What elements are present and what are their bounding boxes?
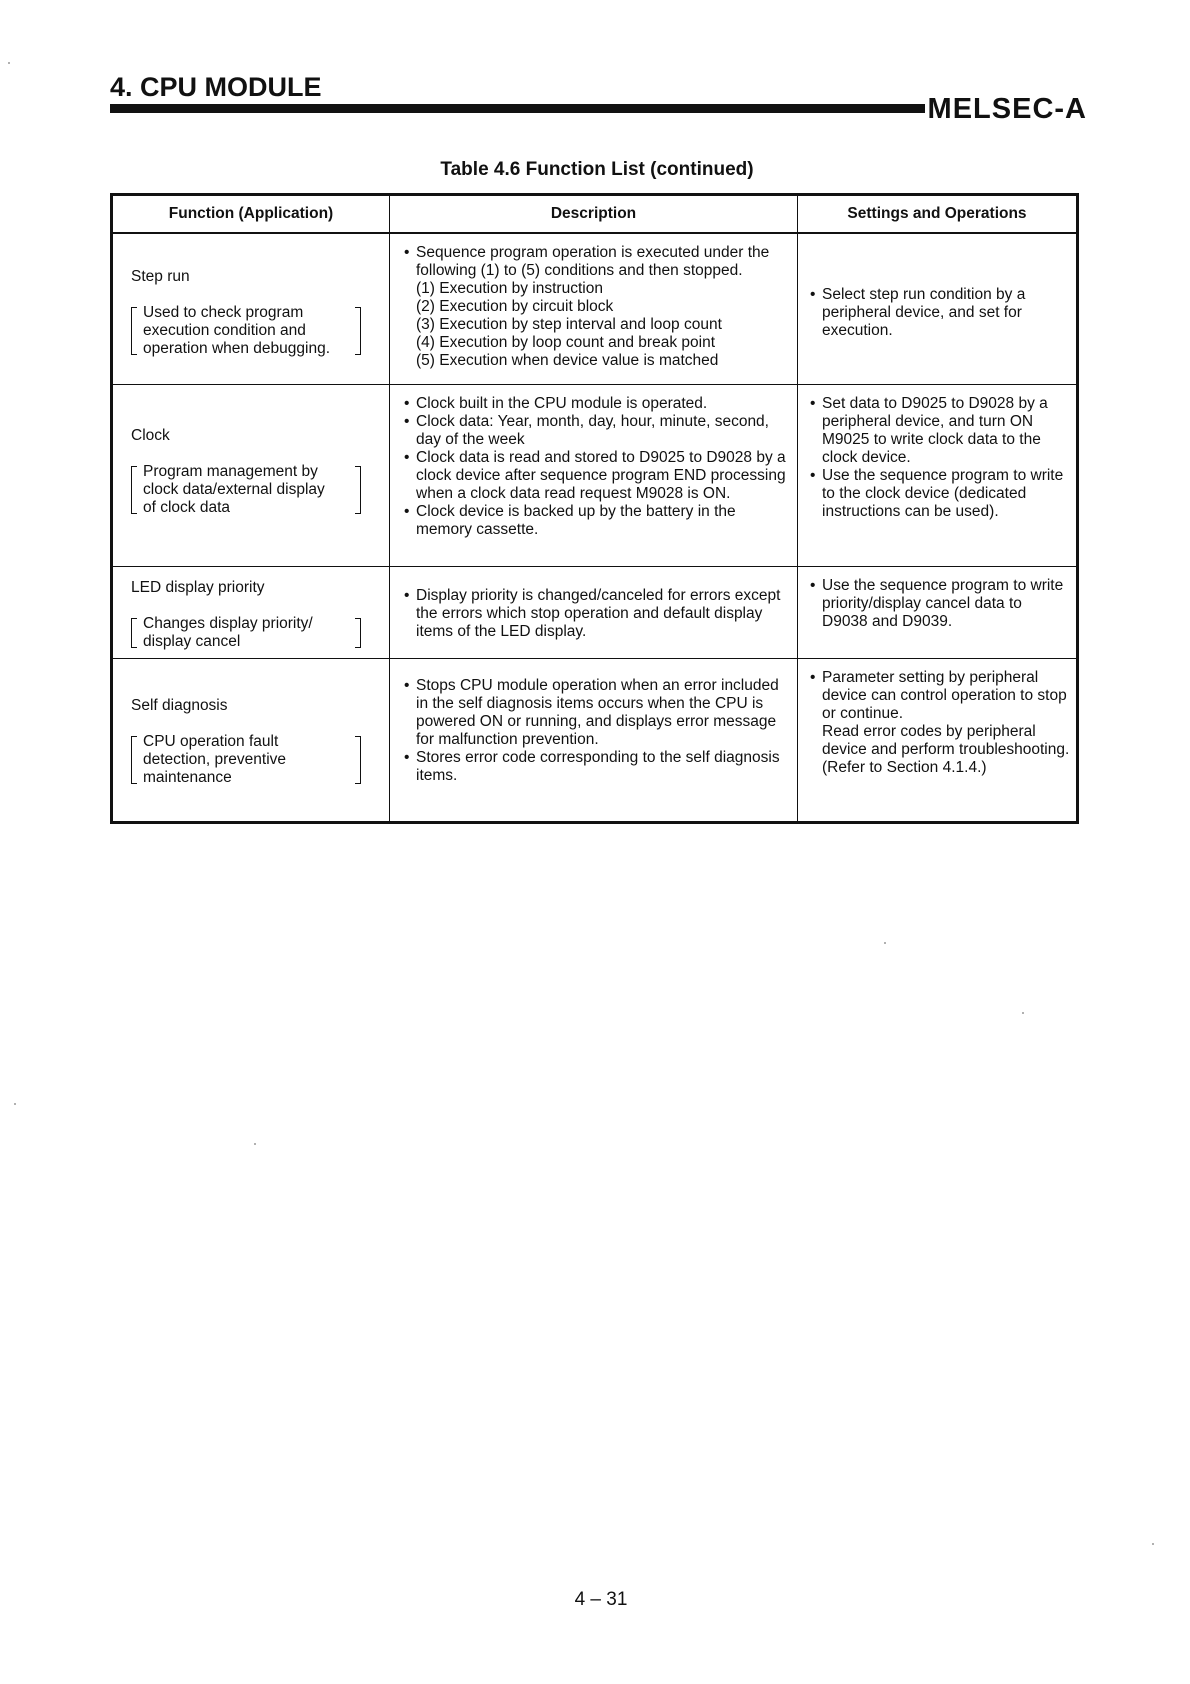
settings-cell	[798, 384, 1078, 566]
table-header-row	[112, 195, 1078, 234]
description-bullet: • Clock data is read and stored to D9025 to D9028 by a clock device after sequence program END processing when a clock data read request M9028 is ON.	[404, 449, 791, 503]
scan-speck	[8, 62, 10, 64]
condition-item: (3) Execution by step interval and loop count	[416, 316, 722, 333]
settings-bullet: • Select step run condition by a peripheral device, and set for execution.	[810, 286, 1070, 340]
application-line: execution condition and	[143, 322, 306, 339]
page-number: 4 – 31	[574, 1589, 628, 1610]
function-name: LED display priority	[131, 578, 265, 596]
application-line: operation when debugging.	[143, 340, 331, 357]
application-line: of clock data	[143, 498, 231, 516]
description-items	[404, 280, 791, 370]
application-line: Changes display priority/	[143, 614, 313, 632]
condition-item: (1) Execution by instruction	[416, 280, 603, 297]
scan-speck	[254, 1143, 256, 1145]
column-header-description: Description	[390, 195, 798, 234]
condition-item: (2) Execution by circuit block	[416, 298, 614, 315]
function-cell	[112, 384, 390, 566]
application-line: clock data/external display	[143, 480, 325, 498]
table-row-step-run	[112, 233, 1078, 384]
application-bracket	[131, 463, 375, 517]
settings-bullet: • Set data to D9025 to D9028 by a peripheral device, and turn ON M9025 to write clock data to the clock device.	[810, 395, 1070, 467]
application-bracket	[131, 304, 375, 358]
application-line: detection, preventive	[143, 750, 287, 768]
table-row-clock	[112, 384, 1078, 566]
description-cell	[390, 658, 798, 822]
section-title: 4. CPU MODULE	[110, 72, 322, 102]
application-line: maintenance	[143, 768, 232, 786]
table-row-self-diagnosis	[112, 658, 1078, 822]
settings-cell	[798, 566, 1078, 658]
function-cell	[112, 658, 390, 822]
settings-bullet: • Parameter setting by peripheral device can control operation to stop or continue.	[810, 669, 1070, 723]
description-bullet: • Clock built in the CPU module is operated.	[404, 395, 791, 413]
description-bullet: • Clock data: Year, month, day, hour, minute, second, day of the week	[404, 413, 791, 449]
scan-speck	[14, 1103, 16, 1105]
function-name: Self diagnosis	[131, 696, 228, 714]
condition-item: (5) Execution when device value is matched	[416, 352, 719, 369]
description-bullet: • Stops CPU module operation when an error included in the self diagnosis items occurs when the CPU is powered ON or running, and displays error message for malfunction prevention.	[404, 677, 791, 749]
settings-text: Read error codes by peripheral device and perform troubleshooting. (Refer to Section 4.1.4.)	[822, 722, 1070, 776]
settings-bullet: • Use the sequence program to write to the clock device (dedicated instructions can be used).	[810, 467, 1070, 521]
application-line: CPU operation fault	[143, 732, 279, 750]
application-bracket	[131, 733, 375, 787]
description-bullet: • Display priority is changed/canceled for errors except the errors which stop operation and default display items of the LED display.	[404, 587, 791, 641]
brand-name: MELSEC-A	[927, 93, 1087, 125]
description-cell	[390, 384, 798, 566]
settings-cell	[798, 658, 1078, 822]
condition-item: (4) Execution by loop count and break point	[416, 334, 715, 351]
description-cell	[390, 233, 798, 384]
application-line: Used to check program	[143, 304, 304, 321]
scan-speck	[1152, 1543, 1154, 1545]
function-list-table	[110, 193, 1079, 824]
description-cell	[390, 566, 798, 658]
description-bullet: • Clock device is backed up by the battery in the memory cassette.	[404, 503, 791, 539]
function-cell	[112, 566, 390, 658]
settings-cell	[798, 233, 1078, 384]
description-bullet: • Sequence program operation is executed under the following (1) to (5) conditions and then stopped.	[404, 244, 791, 280]
header-rule	[110, 104, 925, 113]
function-name: Step run	[131, 268, 190, 285]
description-bullet: • Stores error code corresponding to the self diagnosis items.	[404, 749, 791, 785]
function-cell	[112, 233, 390, 384]
table-caption: Table 4.6 Function List (continued)	[440, 159, 754, 180]
column-header-settings: Settings and Operations	[798, 195, 1078, 234]
function-name: Clock	[131, 426, 170, 444]
column-header-function: Function (Application)	[112, 195, 390, 234]
scan-speck	[884, 942, 886, 944]
scan-speck	[1022, 1012, 1024, 1014]
table-row-led-display-priority	[112, 566, 1078, 658]
application-bracket	[131, 615, 375, 651]
application-line: display cancel	[143, 632, 241, 650]
settings-bullet: • Use the sequence program to write priority/display cancel data to D9038 and D9039.	[810, 577, 1070, 631]
application-line: Program management by	[143, 462, 318, 480]
